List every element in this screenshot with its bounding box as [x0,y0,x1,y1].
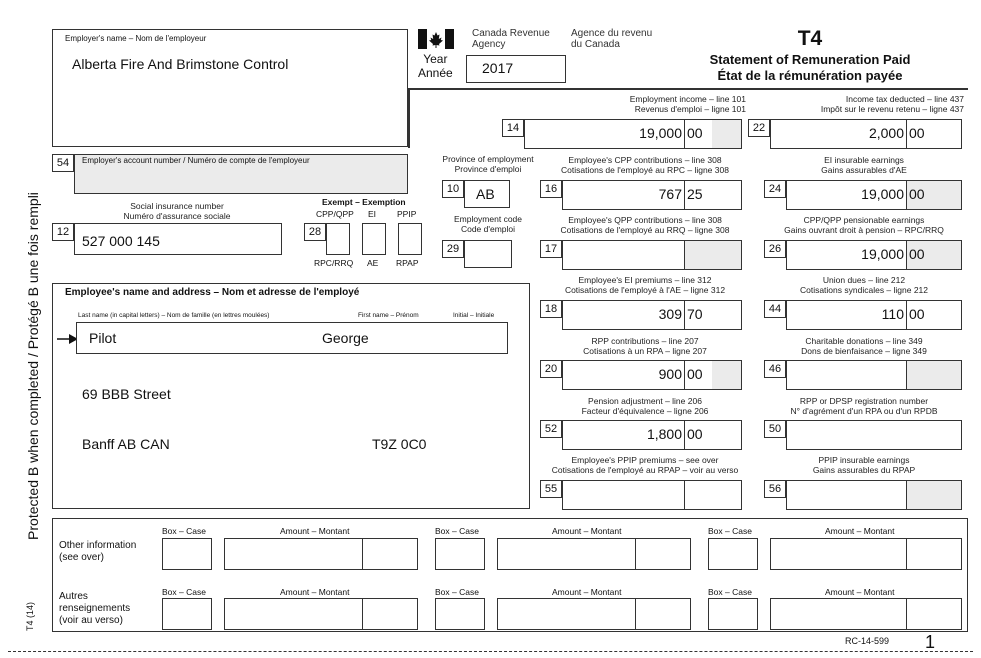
employee-street: 69 BBB Street [82,386,171,402]
box-26-cents: 00 [909,246,925,262]
other-amount-label: Amount – Montant [280,587,350,597]
box-29-number: 29 [442,240,464,258]
employee-postal: T9Z 0C0 [372,436,427,452]
box-50-number: 50 [764,420,786,438]
box-16-cents: 25 [687,186,703,202]
box-18-number: 18 [540,300,562,318]
box-22-number: 22 [748,119,770,137]
employee-name-field[interactable] [76,322,508,354]
agency-fr: Agence du revenu du Canada [571,28,653,50]
box-20-cents: 00 [687,366,703,382]
employee-last-name: Pilot [89,330,117,346]
other-box-field[interactable] [435,538,485,570]
year-label: Year Année [418,52,453,80]
box-26-number: 26 [764,240,786,258]
side-protected-text: Protected B when completed / Protégé B une fois rempli [25,192,41,540]
form-code: T4 [797,27,823,50]
employee-city: Banff AB CAN [82,436,170,452]
province-value: AB [476,186,495,202]
exempt-title: Exempt – Exemption [322,197,406,207]
province-label: Province of employment Province d'emploi [442,154,534,174]
box-18-dollars: 309 [658,306,682,322]
exempt-ppip-checkbox[interactable] [398,223,422,255]
box-14-dollars: 19,000 [639,125,682,141]
box-24-label: EI insurable earnings Gains assurables d'AE [821,155,907,175]
box-28-number: 28 [304,223,326,241]
other-amount-label: Amount – Montant [552,526,622,536]
box-17-label: Employee's QPP contributions – line 308 Cotisations de l'employé au RRQ – ligne 308 [560,215,730,235]
first-name-label: First name – Prénom [358,312,419,319]
initial-label: Initial – Initiale [453,312,495,319]
form-number: RC-14-599 [845,636,890,646]
box-44-dollars: 110 [881,306,904,322]
page-number: 1 [925,632,936,652]
box-20-label: RPP contributions – line 207 Cotisations à un RPA – ligne 207 [583,336,707,356]
box-56-number: 56 [764,480,786,498]
other-amount-field[interactable] [497,538,691,570]
other-amount-label: Amount – Montant [280,526,350,536]
canada-flag-icon [418,29,454,49]
exempt-ae-label: AE [367,258,379,268]
other-box-label: Box – Case [708,526,752,536]
box-16-number: 16 [540,180,562,198]
cut-line [8,651,973,652]
box-46-label: Charitable donations – line 349 Dons de bienfaisance – ligne 349 [801,336,927,356]
box-52-label: Pension adjustment – line 206 Facteur d'équivalence – ligne 206 [581,396,709,416]
exempt-cpp-label: CPP/QPP [316,209,354,219]
box-52-cents: 00 [687,426,703,442]
box-50-field[interactable] [786,420,962,450]
other-box-label: Box – Case [435,526,479,536]
box-12-number: 12 [52,223,74,241]
box-24-dollars: 19,000 [861,186,904,202]
box-52-dollars: 1,800 [646,426,682,442]
other-amount-label: Amount – Montant [825,526,895,536]
box-26-label: CPP/QPP pensionable earnings Gains ouvrant droit à pension – RPC/RRQ [784,215,944,235]
other-box-label: Box – Case [162,587,206,597]
box-54-number: 54 [52,154,74,172]
box-17-number: 17 [540,240,562,258]
employment-code-label: Employment code Code d'emploi [453,214,523,234]
box-55-number: 55 [540,480,562,498]
box-18-label: Employee's EI premiums – line 312 Cotisations de l'employé à l'AE – ligne 312 [564,275,726,295]
sin-value: 527 000 145 [82,233,160,249]
exempt-rpap-label: RPAP [396,258,419,268]
exempt-ei-label: EI [368,209,377,219]
box-44-number: 44 [764,300,786,318]
box-24-number: 24 [764,180,786,198]
other-box-label: Box – Case [162,526,206,536]
agency-en: Canada Revenue Agency [472,28,550,50]
box-55-label: Employee's PPIP premiums – see over Cotisations de l'employé au RPAP – voir au verso [551,455,739,475]
other-box-label: Box – Case [708,587,752,597]
box-22-label: Income tax deducted – line 437 Impôt sur le revenu retenu – ligne 437 [820,94,964,114]
sin-label: Social insurance number Numéro d'assurance sociale [123,201,231,221]
other-amount-field[interactable] [224,538,418,570]
box-22-dollars: 2,000 [868,125,904,141]
other-box-field[interactable] [708,538,758,570]
box-10-number: 10 [442,180,464,198]
other-amount-label: Amount – Montant [552,587,622,597]
box-24-cents: 00 [909,186,925,202]
box-14-number: 14 [502,119,524,137]
other-amount-label: Amount – Montant [825,587,895,597]
employment-code-field[interactable] [464,240,512,268]
box-16-dollars: 767 [658,186,682,202]
other-amount-field[interactable] [497,598,691,630]
box-26-dollars: 19,000 [861,246,904,262]
box-52-number: 52 [540,420,562,438]
other-box-field[interactable] [162,598,212,630]
employee-section-label: Employee's name and address – Nom et adresse de l'employé [65,287,360,298]
year-value: 2017 [482,60,514,76]
other-info-label-fr: Autres renseignements (voir au verso) [59,591,131,626]
employer-name-label: Employer's name – Nom de l'employeur [65,34,207,43]
exempt-rpc-label: RPC/RRQ [314,258,354,268]
box-56-label: PPIP insurable earnings Gains assurables du RPAP [812,455,916,475]
other-amount-field[interactable] [770,538,962,570]
form-title-en: Statement of Remuneration Paid [709,52,911,67]
employer-name-box[interactable] [52,29,408,147]
other-box-field[interactable] [435,598,485,630]
form-title-fr: État de la rémunération payée [717,68,903,83]
employee-first-name: George [322,330,369,346]
box-50-label: RPP or DPSP registration number N° d'agrément d'un RPA ou d'un RPDB [790,396,938,416]
box-14-cents: 00 [687,125,703,141]
box-20-number: 20 [540,360,562,378]
exempt-cpp-checkbox[interactable] [326,223,350,255]
box-44-label: Union dues – line 212 Cotisations syndicales – ligne 212 [799,275,929,295]
exempt-ppip-label: PPIP [397,209,417,219]
box-55-field[interactable] [562,480,742,510]
box-44-cents: 00 [909,306,925,322]
other-box-field[interactable] [162,538,212,570]
box-18-cents: 70 [687,306,703,322]
exempt-ei-checkbox[interactable] [362,223,386,255]
box-14-label: Employment income – line 101 Revenus d'emploi – ligne 101 [629,94,746,114]
side-form-code: T4 (14) [25,601,35,631]
box-22-cents: 00 [909,125,925,141]
employer-account-label: Employer's account number / Numéro de compte de l'employeur [82,156,310,165]
other-box-label: Box – Case [435,587,479,597]
other-amount-field[interactable] [770,598,962,630]
box-16-label: Employee's CPP contributions – line 308 Cotisations de l'employé au RPC – ligne 308 [561,155,729,175]
employer-name: Alberta Fire And Brimstone Control [72,56,289,72]
box-20-dollars: 900 [658,366,682,382]
box-46-number: 46 [764,360,786,378]
year-field[interactable] [466,55,566,83]
last-name-label: Last name (in capital letters) – Nom de famille (en lettres moulées) [78,312,270,319]
other-info-label-en: Other information (see over) [59,540,137,563]
other-amount-field[interactable] [224,598,418,630]
other-box-field[interactable] [708,598,758,630]
